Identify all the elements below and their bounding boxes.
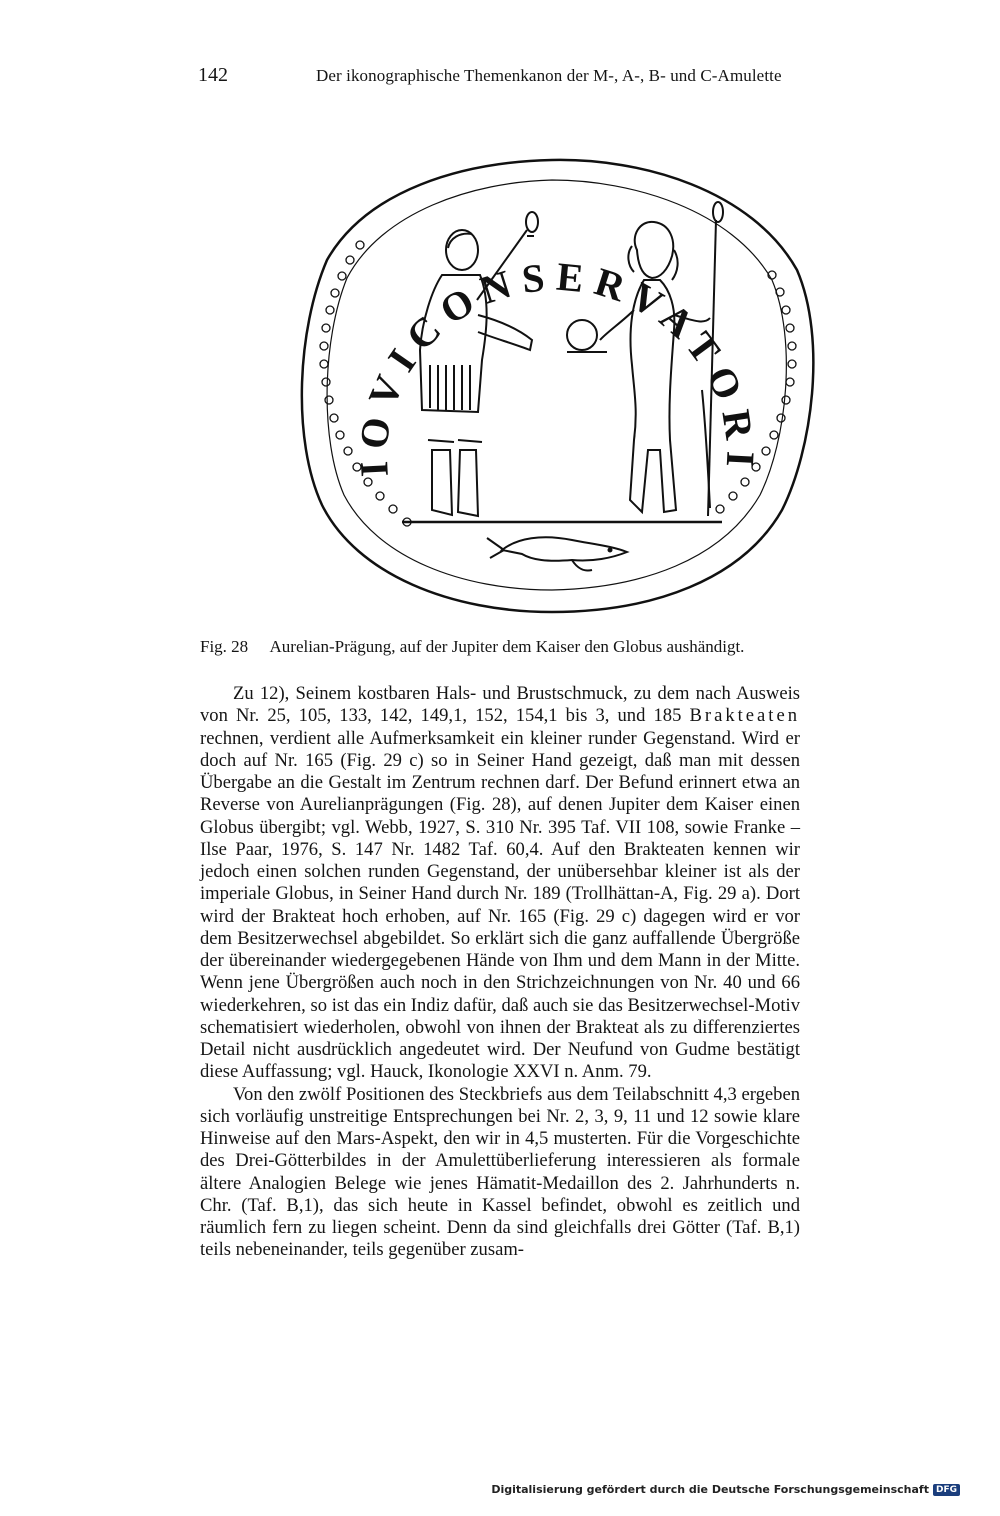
coin-illustration	[282, 150, 822, 620]
paragraph-2: Von den zwölf Positionen des Steckbriefs aus dem Teilabschnitt 4,3 ergeben sich vorläufig unstreitige Entsprechungen bei Nr. 2, 3, 9, 11 und 12 sowie klare Hinweise auf den Mars-Aspekt, den wir in 4,5 musterten. Für die Vorgeschichte des Drei-Götterbildes in der Amulettüberlieferung interessieren als formale ältere Analogien Belege wie jenes Hämatit-Medaillon des 2. Jahrhunderts n. Chr. (Taf. B,1), das sich heute in Kassel befindet, obwohl es zeitlich und räumlich fern zu liegen scheint. Denn da sind gleichfalls drei Götter (Taf. B,1) teils nebeneinander, teils gegenüber zusam-	[200, 1083, 800, 1261]
figure-caption-text: Aurelian-Prägung, auf der Jupiter dem Kaiser den Globus aushändigt.	[269, 637, 745, 656]
digitization-credit	[491, 1483, 960, 1496]
paragraph-1-text-a: Zu 12), Seinem kostbaren Hals- und Brustschmuck, zu dem nach Ausweis von Nr. 25, 105, 133, 142, 149,1, 152, 154,1 bis 3, und 185	[200, 683, 800, 727]
page-number: 142	[198, 64, 228, 86]
paragraph-1-text-b: rechnen, verdient alle Aufmerksamkeit ein kleiner runder Gegenstand. Wird er doch auf Nr. 165 (Fig. 29 c) so in Seiner Hand gezeigt, daß man mit dessen Übergabe an die Gestalt im Zentrum rechnen darf. Der Befund erinnert etwa an Reverse von Aurelianprägungen (Fig. 28), auf denen Jupiter dem Kaiser einen Globus übergibt; vgl. Webb, 1927, S. 310 Nr. 395 Taf. VII 108, sowie Franke – Ilse Paar, 1976, S. 147 Nr. 1482 Taf. 60,4. Auf den Brakteaten kennen wir jedoch einen solchen runden Gegenstand, der unübersehbar kleiner ist als der imperiale Globus, in Seiner Hand durch Nr. 189 (Trollhättan-A, Fig. 29 a). Dort wird der Brakteat hoch erhoben, auf Nr. 165 (Fig. 29 c) dagegen wird er vor dem Besitzerwechsel abgebildet. So erklärt sich die ganz auffallende Übergröße der übereinander wiedergegebenen Hände von Ihm und dem Mann in der Mitte. Wenn jene Übergrößen auch noch in den Strichzeichnungen von Nr. 40 und 66 wiederkehren, so ist das ein Indiz dafür, daß auch sie das Besitzerwechsel-Motiv schematisiert wiederholen, obwohl von ihnen der Brakteat als zu differenziertes Detail nicht ausdrücklich angedeutet wird. Der Neufund von Gudme bestätigt diese Auffassung; vgl. Hauck, Ikonologie XXVI n. Anm. 79.	[200, 727, 800, 1083]
coin-legend: IOVICONSERVATORI	[350, 253, 764, 479]
dfg-logo: DFG	[933, 1484, 960, 1496]
coin-drawing	[282, 150, 822, 620]
paragraph-1	[200, 683, 800, 1084]
body-text	[200, 683, 800, 1262]
figure-caption	[200, 637, 744, 657]
credit-text: Digitalisierung gefördert durch die Deutsche Forschungsgemeinschaft	[491, 1483, 929, 1496]
running-head	[0, 64, 1000, 92]
globe	[567, 320, 597, 350]
figure-label: Fig. 28	[200, 637, 249, 656]
spaced-term: Brakteaten	[689, 705, 800, 727]
dolphin-icon	[487, 537, 627, 570]
running-title: Der ikonographische Themenkanon der M-, A-, B- und C-Amulette	[316, 66, 782, 85]
